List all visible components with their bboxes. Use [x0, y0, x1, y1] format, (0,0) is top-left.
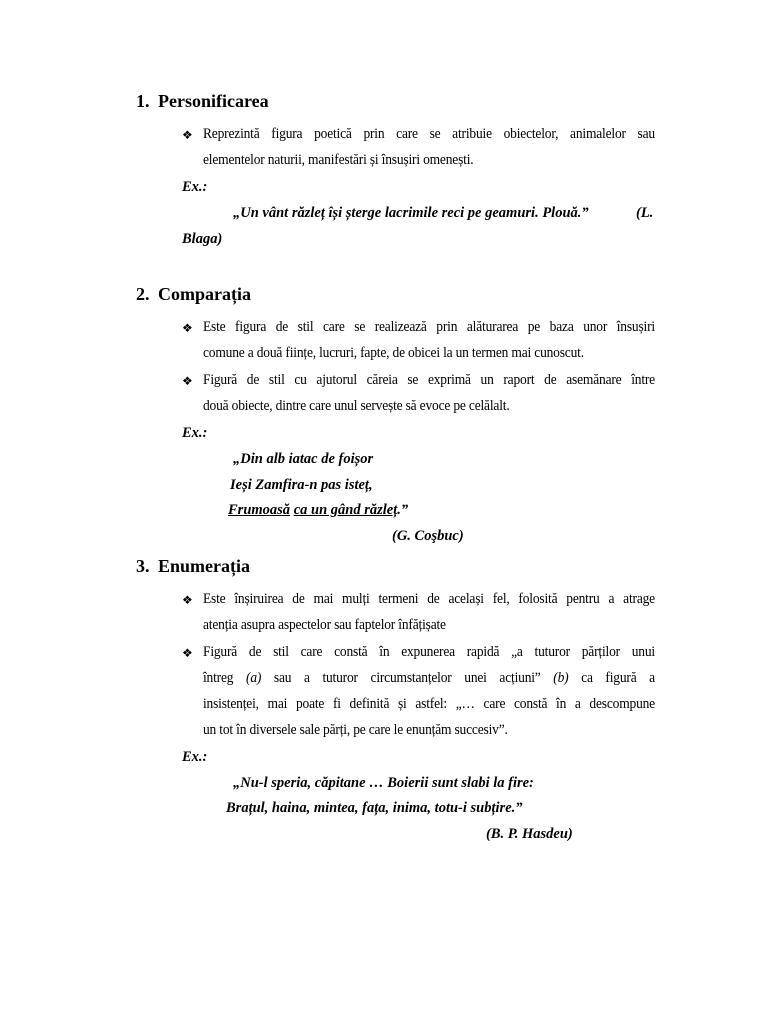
bullet-icon: ❖: [182, 593, 193, 607]
s1-b1-line2: elementelor naturii, manifestări și însușiri omenești.: [203, 152, 474, 168]
s2-b1-line2: comune a două ființe, lucruri, fapte, de obicei la un termen mai cunoscut.: [203, 345, 584, 361]
s3-b2-line4: un tot în diversele sale părți, pe care le enunțăm succesiv”.: [203, 722, 508, 738]
s2-quote-line3: Frumoasă ca un gând răzleț.”: [228, 502, 409, 518]
bullet-icon: ❖: [182, 128, 193, 142]
s1-quote-author-b: Blaga): [182, 231, 223, 247]
s2-ex-label: Ex.:: [182, 425, 208, 441]
s3-b1-line2: atenția asupra aspectelor sau faptelor înfățișate: [203, 617, 446, 633]
s3-quote-line2: Brațul, haina, mintea, fața, inima, totu-i subțire.”: [226, 800, 523, 816]
section-2-heading: 2. Comparația: [136, 284, 251, 304]
s1-b1-line1: Reprezintă figura poetică prin care se atribuie obiectelor, animalelor sau: [203, 126, 655, 142]
s3-b1-line1: Este înșiruirea de mai mulți termeni de același fel, folosită pentru a atrage: [203, 591, 655, 607]
s2-quote-line1: „Din alb iatac de foișor: [233, 451, 374, 467]
s1-ex-label: Ex.:: [182, 179, 208, 195]
section-2-title: Comparația: [158, 284, 251, 304]
s3-quote-line1: „Nu-l speria, căpitane … Boierii sunt slabi la fire:: [233, 775, 534, 791]
bullet-icon: ❖: [182, 374, 193, 388]
bullet-icon: ❖: [182, 321, 193, 335]
s2-quote-author: (G. Coşbuc): [392, 528, 464, 544]
s1-quote-author-a: (L.: [636, 205, 654, 221]
s2-b2-line2: două obiecte, dintre care unul servește să evoce pe celălalt.: [203, 398, 510, 414]
section-3-heading: 3. Enumerația: [136, 556, 250, 576]
s3-quote-author: (B. P. Hasdeu): [486, 826, 573, 842]
section-1-title: Personificarea: [158, 91, 269, 111]
s1-quote: „Un vânt răzleț își șterge lacrimile reci pe geamuri. Plouă.”: [233, 205, 589, 221]
s3-ex-label: Ex.:: [182, 749, 208, 765]
bullet-icon: ❖: [182, 646, 193, 660]
s2-b2-line1: Figură de stil cu ajutorul căreia se exprimă un raport de asemănare între: [203, 372, 655, 388]
section-1-heading: 1. Personificarea: [136, 91, 269, 111]
s2-quote-line2: Ieși Zamfira-n pas isteț,: [230, 477, 373, 493]
s2-b1-line1: Este figura de stil care se realizează prin alăturarea pe baza unor însușiri: [203, 319, 655, 335]
s3-b2-line3: insistenței, mai poate fi definită și astfel: „… care constă în a descompune: [203, 696, 655, 712]
s3-b2-line2: întreg (a) sau a tuturor circumstanțelor unei acțiuni” (b) ca figură a: [203, 670, 655, 686]
section-3-title: Enumerația: [158, 556, 250, 576]
s3-b2-line1: Figură de stil care constă în expunerea rapidă „a tuturor părților unui: [203, 644, 655, 660]
